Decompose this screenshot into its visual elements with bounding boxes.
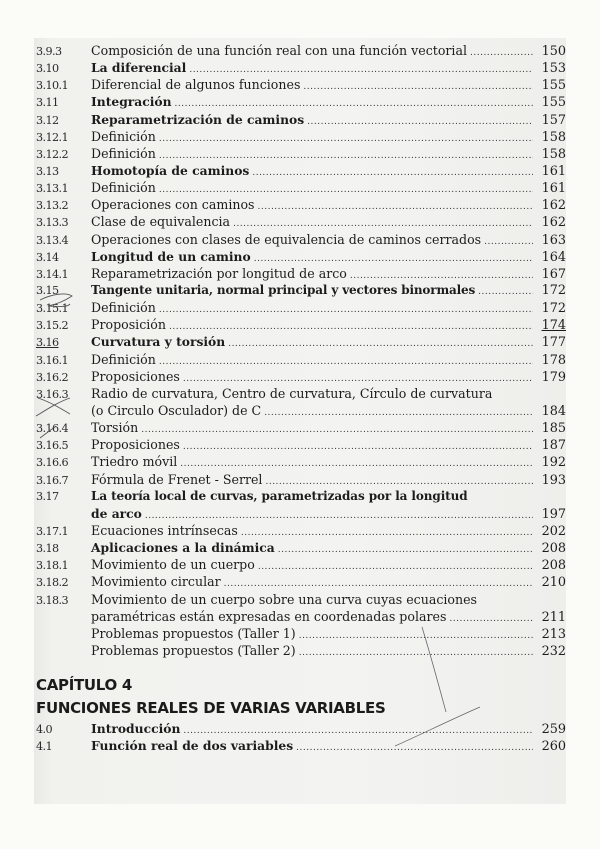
section-title: Problemas propuestos (Taller 2) — [91, 642, 296, 658]
section-number: 3.16 — [36, 336, 59, 350]
toc-entry-3-18 — [34, 539, 566, 556]
toc-entry-3-14 — [34, 248, 566, 265]
page-number: 208 — [541, 541, 566, 557]
section-title: Curvatura y torsión — [91, 334, 226, 350]
page-number: 211 — [541, 609, 566, 625]
toc-entry-3-10-1 — [34, 76, 566, 93]
toc-entry-3-12 — [34, 111, 566, 128]
chapter-label: CAPÍTULO 4 — [36, 676, 133, 695]
toc-entry-4-0 — [34, 720, 566, 737]
toc-entry-3-13-2 — [34, 196, 566, 213]
section-title: Fórmula de Frenet - Serrel — [91, 471, 263, 487]
toc-entry-3-15 — [34, 282, 566, 299]
section-number: 3.16.7 — [36, 473, 68, 487]
section-title: Introducción — [91, 721, 181, 737]
toc-entry-3-16-3 — [34, 385, 566, 402]
section-title: Función real de dos variables — [91, 738, 294, 754]
section-number: 3.16.4 — [36, 422, 68, 436]
section-title: Operaciones con caminos — [91, 197, 255, 213]
section-title: Proposiciones — [91, 368, 180, 384]
section-title: La teoría local de curvas, parametrizadas por la longitud — [91, 488, 468, 503]
section-number: 3.11 — [36, 96, 59, 110]
page-number: 164 — [541, 249, 566, 265]
toc-entry-3-15-1 — [34, 299, 566, 316]
toc-entry-3-14-1 — [34, 265, 566, 282]
section-title: Movimiento de un cuerpo sobre una curva cuyas ecuaciones — [91, 591, 478, 607]
section-title: Reparametrización de caminos — [91, 111, 305, 127]
page-number: 172 — [541, 301, 566, 317]
page-number: 167 — [541, 266, 566, 282]
toc-entry-3-12-1 — [34, 128, 566, 145]
toc-entry-3-18-1 — [34, 556, 566, 573]
section-title-continued: paramétricas están expresadas en coordenadas polares — [91, 608, 447, 624]
section-title: La diferencial — [91, 60, 187, 76]
section-title: Triedro móvil — [91, 454, 178, 470]
section-number: 3.13.4 — [36, 233, 68, 247]
page-number: 158 — [541, 129, 566, 145]
page-number: 162 — [541, 215, 566, 231]
section-number: 3.13.1 — [36, 182, 68, 196]
toc-entry-3-16-4 — [34, 419, 566, 436]
section-number: 3.16.5 — [36, 439, 68, 453]
page-number: 232 — [541, 643, 566, 659]
scanned-page — [34, 38, 566, 804]
page-number: 158 — [541, 146, 566, 162]
page-number: 161 — [541, 181, 566, 197]
section-title: Definición — [91, 128, 156, 144]
section-title: Proposiciones — [91, 437, 180, 453]
page-number: 193 — [541, 472, 566, 488]
section-number: 3.12.2 — [36, 147, 68, 161]
section-number: 3.18.2 — [36, 576, 68, 590]
page-number: 210 — [541, 575, 566, 591]
section-title: Clase de equivalencia — [91, 214, 231, 230]
table-of-contents — [34, 42, 566, 754]
section-number: 3.18 — [36, 542, 59, 556]
page-number: 161 — [541, 163, 566, 179]
section-title: Problemas propuestos (Taller 1) — [91, 625, 296, 641]
page-number: 184 — [541, 403, 566, 419]
section-number: 3.15 — [36, 283, 59, 297]
toc-entry-3-17-cont — [34, 505, 566, 522]
toc-entry-3-13-4 — [34, 231, 566, 248]
section-title-continued: (o Circulo Osculador) de C — [91, 402, 262, 418]
page-number: 208 — [541, 558, 566, 574]
section-number: 3.16.3 — [36, 387, 68, 401]
section-title: Operaciones con clases de equivalencia de caminos cerrados — [91, 231, 482, 247]
toc-entry-3-11 — [34, 93, 566, 110]
page-number: 185 — [541, 421, 566, 437]
section-title-continued: de arco — [91, 505, 142, 521]
dot-leader — [296, 740, 533, 757]
section-title: Composición de una función real con una función vectorial — [91, 43, 467, 58]
toc-entry-3-12-2 — [34, 145, 566, 162]
page-number: 187 — [541, 438, 566, 454]
section-number: 3.10 — [36, 62, 59, 76]
section-title: Movimiento circular — [91, 574, 221, 590]
page-number: 155 — [541, 95, 566, 111]
page-number: 150 — [541, 44, 566, 59]
page-number: 213 — [541, 626, 566, 642]
page-number: 197 — [541, 506, 566, 522]
toc-entry-3-16-2 — [34, 368, 566, 385]
section-number: 3.15.2 — [36, 319, 68, 333]
toc-entry-3-16 — [34, 333, 566, 350]
page-number: 155 — [541, 78, 566, 94]
toc-entry-3-16-3-cont — [34, 402, 566, 419]
toc-entry-taller-1 — [34, 625, 566, 642]
section-title: Definición — [91, 145, 156, 161]
section-title: Torsión — [91, 420, 139, 436]
section-number: 3.14.1 — [36, 267, 68, 281]
section-title: Ecuaciones intrínsecas — [91, 522, 238, 538]
toc-entry-3-15-2 — [34, 316, 566, 333]
section-number: 3.13 — [36, 164, 59, 178]
toc-entry-3-16-6 — [34, 453, 566, 470]
page-number: 202 — [541, 523, 566, 539]
toc-entry-3-9-3 — [34, 42, 566, 59]
section-number: 4.1 — [36, 740, 52, 754]
toc-entry-3-16-7 — [34, 471, 566, 488]
toc-entry-4-1 — [34, 737, 566, 754]
page-number: 178 — [541, 352, 566, 368]
section-number: 4.0 — [36, 723, 52, 737]
section-number: 3.16.6 — [36, 456, 68, 470]
page-number: 153 — [541, 61, 566, 77]
section-number: 3.12.1 — [36, 130, 68, 144]
section-number: 3.10.1 — [36, 79, 68, 93]
section-number: 3.18.3 — [36, 593, 68, 607]
page-number: 162 — [541, 198, 566, 214]
toc-entry-3-18-2 — [34, 573, 566, 590]
toc-entry-3-18-3-cont — [34, 608, 566, 625]
page-number: 260 — [541, 739, 566, 755]
section-number: 3.12 — [36, 113, 59, 127]
section-number: 3.15.1 — [36, 302, 68, 316]
toc-entry-3-18-3 — [34, 591, 566, 608]
page-number: 172 — [541, 282, 566, 298]
section-number: 3.16.2 — [36, 370, 68, 384]
section-title: Movimiento de un cuerpo — [91, 557, 255, 573]
section-number: 3.13.3 — [36, 216, 68, 230]
toc-entry-taller-2 — [34, 642, 566, 659]
dot-leader — [299, 645, 533, 662]
section-title: Longitud de un camino — [91, 248, 251, 264]
section-number: 3.17.1 — [36, 524, 68, 538]
section-number: 3.17 — [36, 489, 59, 503]
page-number: 192 — [541, 455, 566, 471]
page-number: 174 — [541, 318, 566, 334]
toc-entry-3-16-1 — [34, 351, 566, 368]
section-title: Radio de curvatura, Centro de curvatura, Círculo de curvatura — [91, 385, 493, 401]
page-number: 259 — [541, 722, 566, 738]
section-number: 3.13.2 — [36, 199, 68, 213]
section-number: 3.16.1 — [36, 353, 68, 367]
section-title: Aplicaciones a la dinámica — [91, 540, 275, 556]
section-title: Proposición — [91, 317, 166, 333]
toc-entry-3-13-3 — [34, 213, 566, 230]
section-title: Diferencial de algunos funciones — [91, 77, 301, 93]
toc-entry-3-13 — [34, 162, 566, 179]
section-number: 3.9.3 — [36, 45, 62, 58]
chapter-title: FUNCIONES REALES DE VARIAS VARIABLES — [36, 699, 386, 718]
toc-entry-3-17 — [34, 488, 566, 505]
section-number: 3.14 — [36, 250, 59, 264]
page-number: 179 — [541, 369, 566, 385]
page-number: 157 — [541, 112, 566, 128]
section-title: Tangente unitaria, normal principal y vectores binormales — [91, 282, 476, 297]
toc-entry-3-13-1 — [34, 179, 566, 196]
section-title: Definición — [91, 180, 156, 196]
section-title: Reparametrización por longitud de arco — [91, 265, 347, 281]
page-number: 177 — [541, 335, 566, 351]
section-number: 3.18.1 — [36, 559, 68, 573]
toc-entry-3-17-1 — [34, 522, 566, 539]
page-number: 163 — [541, 232, 566, 248]
section-title: Definición — [91, 300, 156, 316]
section-title: Integración — [91, 94, 172, 110]
toc-entry-3-16-5 — [34, 436, 566, 453]
section-title: Definición — [91, 351, 156, 367]
section-title: Homotopía de caminos — [91, 162, 250, 178]
toc-entry-3-10 — [34, 59, 566, 76]
